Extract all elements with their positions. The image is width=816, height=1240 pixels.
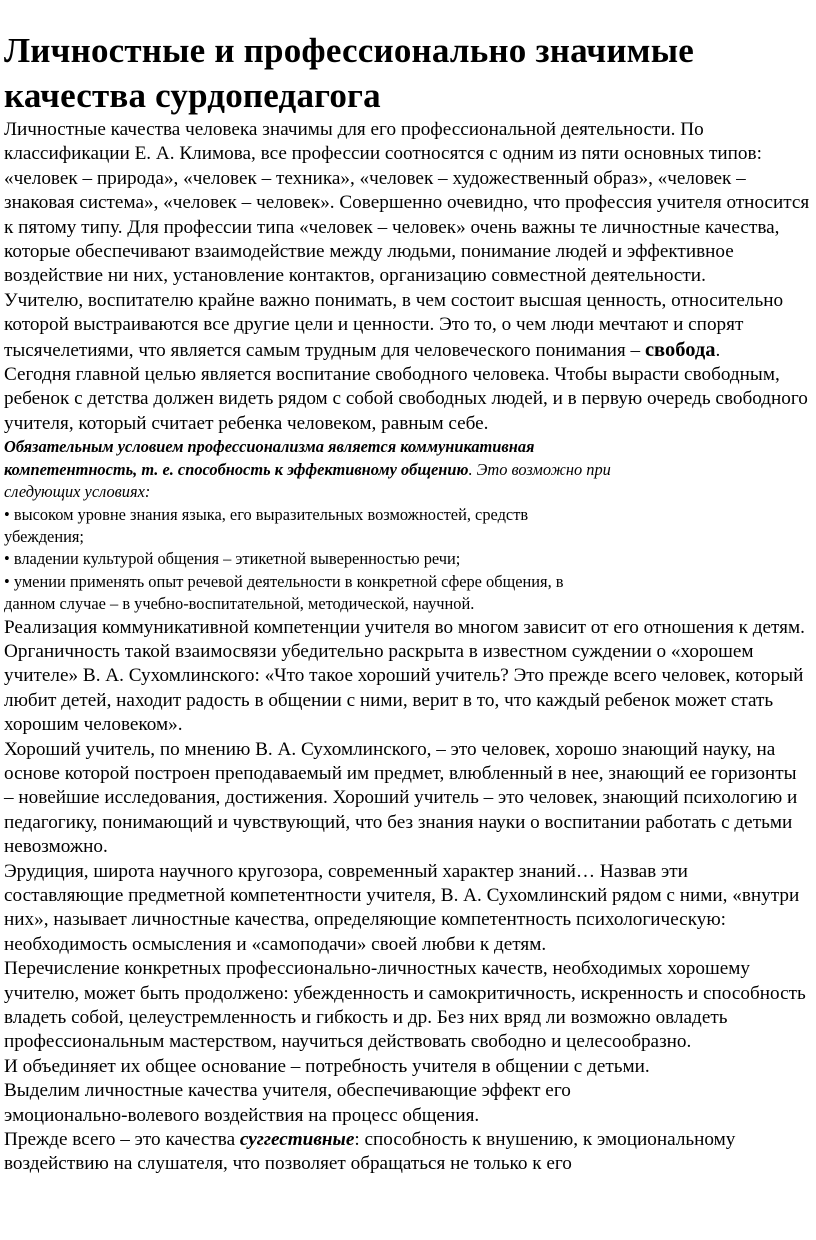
list-item: • умении применять опыт речевой деятельности в конкретной сфере общения, в данном случае – в учебно-воспитательной, методической, научной. (4, 571, 564, 614)
paragraph-qualities-list: Перечисление конкретных профессионально-личностных качеств, необходимых хорошему учителю, может быть продолжено: убежденность и самокритичность, искренность и способность владеть собой, целеустремленность и гибкость и др. Без них вряд ли возможно овладеть профессиональным мастерством, научиться действовать свободно и целесообразно. (4, 958, 806, 1053)
paragraph-common-basis: И объединяет их общее основание – потребность учителя в общении с детьми. (4, 1055, 650, 1077)
freedom-word: свобода (644, 338, 716, 361)
paragraph-competence (4, 436, 644, 503)
paragraph-sukhomlinsky-quote: Реализация коммуникативной компетенции учителя во многом зависит от его отношения к детям. Органичность такой взаимосвязи убедительно раскрыта в известном суждении о «хорошем учителе» В. А. Сухомлинского: «Что такое хороший учитель? Это прежде всего человек, который любит детей, находит радость в общении с ними, верит в то, что каждый ребенок может стать хорошим человеком». (4, 616, 805, 736)
paragraph-text: Учителю, воспитателю крайне важно понимать, в чем состоит высшая ценность, относительно которой выстраиваются все другие цели и ценности. Это то, о чем люди мечтают и спорят тысячелетиями, что является самым трудным для человеческого понимания – (4, 289, 784, 361)
paragraph-free-person: Сегодня главной целью является воспитание свободного человека. Чтобы вырасти свободным, ребенок с детства должен видеть рядом с собой свободных людей, и в первую очередь свободного учителя, который считает ребенка человеком, равным себе. (4, 364, 808, 434)
conditions-list (4, 504, 564, 616)
paragraph-freedom-value (4, 289, 810, 363)
competence-definition: Обязательным условием профессионализма является коммуникативная компетентность, т. е. способность к эффективному общению (4, 437, 535, 479)
competence-conditions: . Это возможно при следующих условиях: (4, 459, 611, 502)
paragraph-erudition: Эрудиция, широта научного кругозора, современный характер знаний… Назвав эти составляющие предметной компетентности учителя, В. А. Сухомлинский рядом с ними, «внутри них», называет личностные качества, определяющие компетентность психологическую: необходимость осмысления и «самоподачи» своей любви к детям. (4, 860, 800, 955)
suggestive-rest: : способность к внушению, к эмоциональному воздействию на слушателя, что позволяет обращаться не только к его (4, 1129, 736, 1175)
page-title: Личностные и профессионально значимые качества сурдопедагога (4, 31, 694, 115)
paragraph-klimov: Личностные качества человека значимы для его профессиональной деятельности. По классификации Е. А. Климова, все профессии соотносятся с одним из пяти основных типов: «человек – природа», «человек – техника», «человек – художественный образ», «человек – знаковая система», «человек – человек». Совершенно очевидно, что профессия учителя относится к пятому типу. Для профессии типа «человек – человек» очень важны те личностные качества, которые обеспечивают взаимодействие между людьми, понимание людей и эффективное воздействие ни них, установление контактов, организацию совместной деятельности. (4, 119, 810, 287)
paragraph-end: . (715, 339, 721, 361)
list-item: • владении культурой общения – этикетной выверенностью речи; (4, 549, 461, 569)
paragraph-good-teacher: Хороший учитель, по мнению В. А. Сухомлинского, – это человек, хорошо знающий науку, на основе которой построен преподаваемый им предмет, влюбленный в нее, знающий ее горизонты – новейшие исследования, достижения. Хороший учитель – это человек, знающий психологию и педагогику, понимающий и чувствующий, что без знания науки о воспитании работать с детьми невозможно. (4, 738, 798, 858)
list-item: • высоком уровне знания языка, его выразительных возможностей, средств убеждения; (4, 504, 529, 546)
suggestive-term: суггестивные (239, 1129, 355, 1151)
paragraph-emotional-impact: Выделим личностные качества учителя, обеспечивающие эффект его эмоционально-волевого воздействия на процесс общения. (4, 1080, 571, 1126)
suggestive-lead: Прежде всего – это качества (4, 1129, 240, 1151)
paragraph-suggestive (4, 1128, 810, 1177)
